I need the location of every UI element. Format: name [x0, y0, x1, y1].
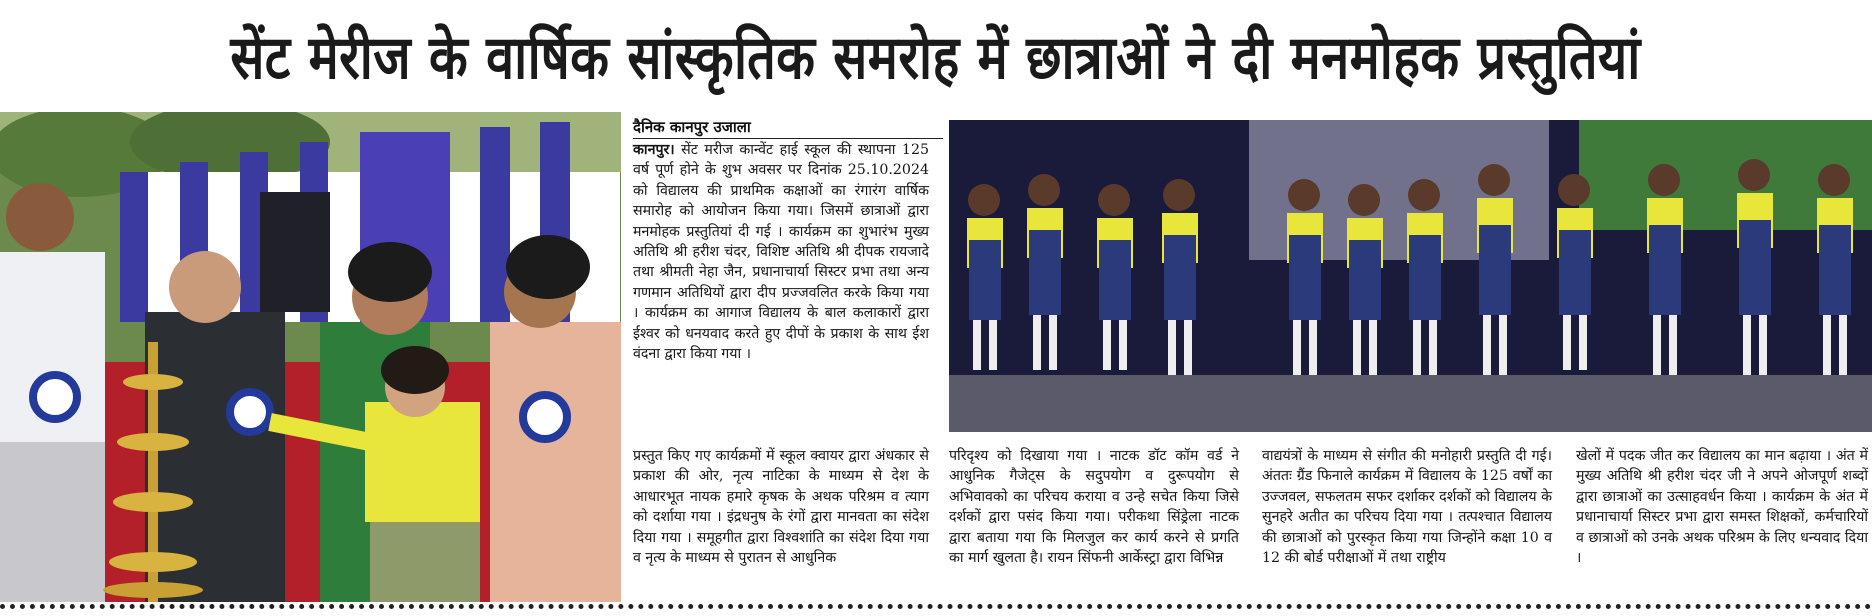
article-column-1 [633, 140, 929, 364]
article-column-4 [1576, 446, 1868, 568]
article-column-2 [949, 446, 1239, 568]
article-text: प्रस्तुत किए गए कार्यक्रमों में स्कूल क्वायर द्वारा अंधकार से प्रकाश की ओर, नृत्य नाटिका के माध्यम से देश के आधारभूत नायक हमारे कृषक के अथक परिश्रम व त्याग को दर्शाया गया । इंद्रधनुष के रंगों द्वारा मानवता का संदेश दिया गया । समूहगीत द्वारा विश्वशांति का संदेश दिया गया व नृत्य के माध्यम से पुरातन से आधुनिक [633, 448, 929, 567]
dateline: कानपुर। [633, 142, 675, 158]
article-text: खेलों में पदक जीत कर विद्यालय का मान बढ़ाया । अंत में मुख्य अतिथि श्री हरीश चंदर जी ने अपने ओजपूर्ण शब्दों द्वारा छात्राओं का उत्साहवर्धन किया । कार्यक्रम के अंत में प्रधानाचार्या सिस्टर प्रभा द्वारा समस्त शिक्षकों, कर्मचारियों व छात्राओं को उनके अथक परिश्रम के लिए धन्यवाद दिया । [1576, 448, 1868, 567]
article-text: परिदृश्य को दिखाया गया । नाटक डॉट कॉम वर्ड ने आधुनिक गैजेट्स के सदुपयोग व दुरूपयोग से अभिवावको का परिचय कराया व उन्हे सचेत किया जिसे दर्शकों द्वारा पसंद किया गया। परीकथा सिंड्रेला नाटक द्वारा बताया गया कि मिलजुल कर कार्य करने से प्रगति का मार्ग खुलता है। रायन सिंफनी आर्केस्ट्रा द्वारा विभिन्न [949, 448, 1239, 567]
photo-lamp-lighting [0, 112, 621, 602]
headline [0, 0, 1872, 110]
article-column-3 [1262, 446, 1552, 568]
headline-text: सेंट मेरीज के वार्षिक सांस्कृतिक समरोह में छात्राओं ने दी मनमोहक प्रस्तुतियां [230, 23, 1642, 93]
article-intro: सेंट मरीज कान्वेंट हाई स्कूल की स्थापना 125 वर्ष पूर्ण होने के शुभ अवसर पर दिनांक 25.10.2024 को विद्यालय की प्राथमिक कक्षाओं का रंगारंग वार्षिक समारोह को आयोजन किया गया। जिसमें छात्राओं द्वारा मनमोहक प्रस्तुतियां दी गई । कार्यक्रम का शुभारंभ मुख्य अतिथि श्री हरीश चंदर, विशिष्ट अतिथि श्री दीपक रायजादे तथा श्रीमती नेहा जैन, प्रधानाचार्या सिस्टर प्रभा तथा अन्य गणमान अतिथियों द्वारा दीप प्रज्जवलित करके किया गया । कार्यक्रम का आगाज विद्यालय के बाल कलाकारों द्वारा ईश्वर को धनयवाद करते हुए दीपों के प्रकाश के साथ ईश वंदना द्वारा किया गया । [633, 142, 930, 363]
article-column-1-cont [633, 446, 929, 568]
masthead: दैनिक कानपुर उजाला [633, 118, 943, 139]
article-text: वाद्ययंत्रों के माध्यम से संगीत की मनोहारी प्रस्तुति दी गई। अंततः ग्रैंड फिनाले कार्यक्रम में विद्यालय के 125 वर्षों का उज्जवल, सफलतम सफर दर्शाकर दर्शकों को विद्यालय के सुनहरे अतीत का परिचय दिया गया । तत्पश्चात विद्यालय की छात्राओं को पुरस्कृत किया गया जिन्होंने कक्षा 10 व 12 की बोर्ड परीक्षाओं में तथा राष्ट्रीय [1262, 448, 1552, 567]
dotted-divider [0, 604, 1872, 609]
photo-dance-performance [949, 120, 1872, 432]
